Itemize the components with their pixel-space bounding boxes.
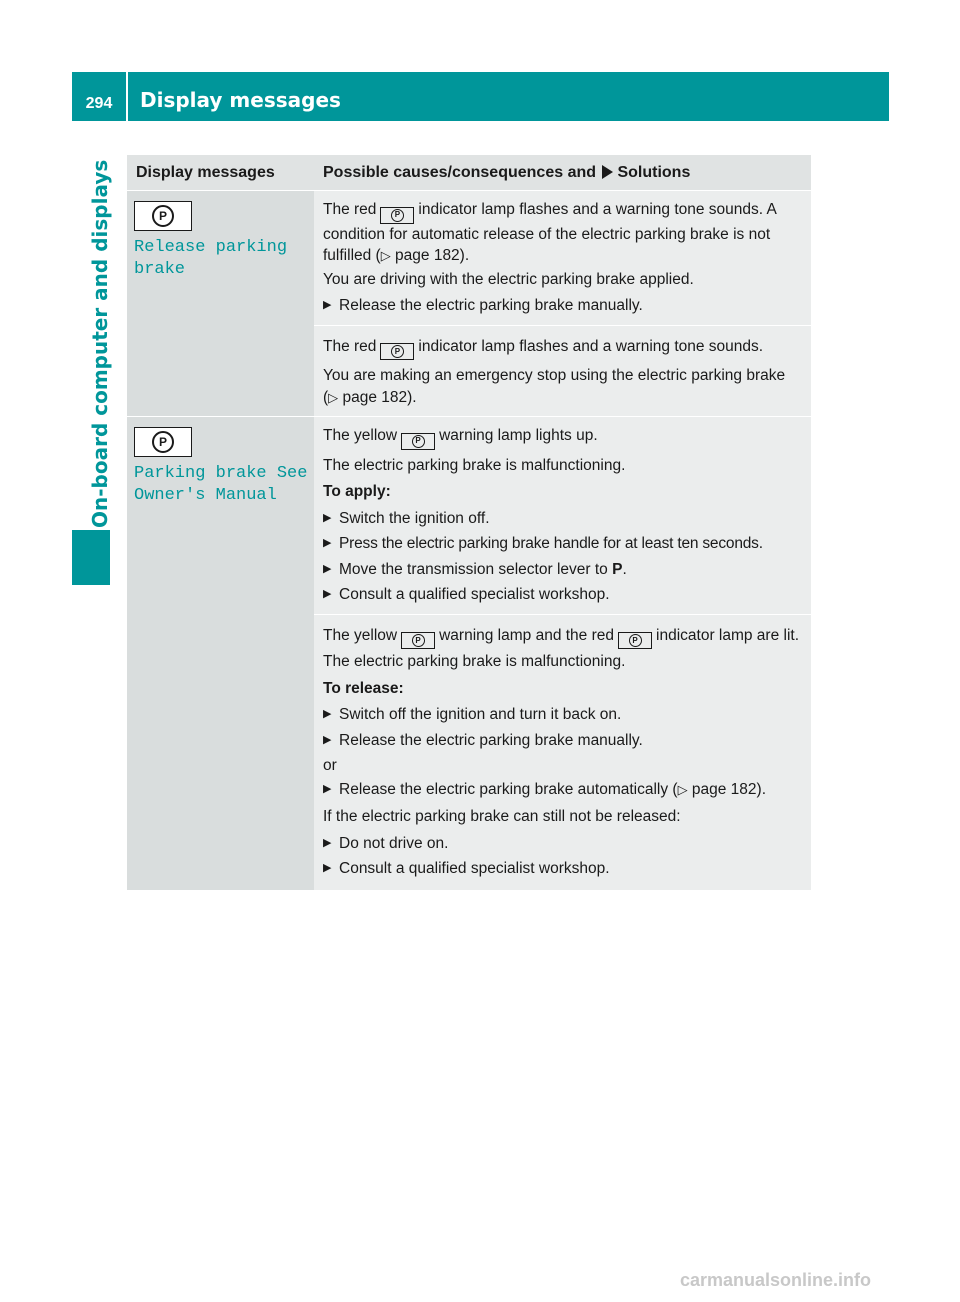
- case-block: The red P indicator lamp flashes and a warning tone sounds. A condition for automatic release of the electric parking brake is not fulfilled (▷ page 182). You are driving with the electric parking brake applied. ▶ Release the electric parking brake manually.: [314, 191, 811, 325]
- bullet-arrow-icon: ▶: [323, 733, 332, 746]
- page-ref-arrow-icon: ▷: [328, 389, 339, 405]
- messages-table: [127, 155, 811, 891]
- parking-brake-icon: P: [380, 343, 414, 360]
- parking-brake-icon: P: [134, 201, 192, 231]
- page-ref-arrow-icon: ▷: [380, 248, 391, 263]
- instruction-item: ▶ Consult a qualified specialist workshop.: [323, 858, 803, 880]
- section-heading: To release:: [323, 679, 404, 697]
- side-tab-label: On-board computer and displays: [88, 159, 112, 528]
- causes-cell: [314, 191, 811, 416]
- bullet-arrow-icon: ▶: [323, 836, 332, 849]
- case-block: The red P indicator lamp flashes and a warning tone sounds. You are making an emergency stop using the electric parking brake (▷ page 182).: [314, 325, 811, 417]
- causes-cell: [314, 417, 811, 890]
- instruction-item: ▶ Move the transmission selector lever to P.: [323, 559, 803, 581]
- instruction-item: ▶ Press the electric parking brake handle for at least ten seconds.: [323, 533, 803, 555]
- display-message: Parking brake See Owner's Manual: [134, 464, 308, 505]
- page-ref-arrow-icon: ▷: [677, 781, 688, 797]
- instruction-item: ▶ Release the electric parking brake manually.: [323, 730, 803, 752]
- message-cell: [127, 417, 314, 890]
- page-title: Display messages: [140, 88, 341, 112]
- case-block: The yellow P warning lamp and the red P indicator lamp are lit. The electric parking brake is malfunctioning. To release: ▶ Switch off the ignition and turn it back on. ▶ Release the electric parking brake manually. or ▶ Release the electric parking brake automatically (▷ page 182). If the electric parking brake can still not be released: ▶ Do not drive on. ▶ Consult a qualified specialist workshop.: [314, 614, 811, 890]
- bullet-arrow-icon: ▶: [323, 708, 332, 720]
- col-header-display-messages: Display messages: [136, 164, 275, 181]
- col-header-causes: [314, 155, 690, 190]
- case-block: The yellow P warning lamp lights up. The electric parking brake is malfunctioning. To apply: ▶ Switch the ignition off. ▶ Press the electric parking brake handle for at least ten seconds. ▶ Move the transmission selector lever to P. ▶ Consult a qualified specialist workshop.: [314, 417, 811, 614]
- bullet-arrow-icon: ▶: [323, 537, 332, 549]
- parking-brake-icon: P: [401, 632, 435, 649]
- bullet-arrow-icon: ▶: [323, 511, 332, 524]
- bullet-arrow-icon: ▶: [323, 562, 332, 575]
- bullet-arrow-icon: ▶: [323, 782, 332, 795]
- parking-brake-icon: P: [618, 632, 652, 649]
- table-row: [127, 191, 811, 417]
- parking-brake-icon: P: [380, 207, 414, 224]
- message-cell: [127, 191, 314, 416]
- instruction-item: ▶ Do not drive on.: [323, 833, 803, 855]
- instruction-item: ▶ Consult a qualified specialist workshop.: [323, 584, 803, 606]
- col-header-causes-text: Possible causes/consequences and: [323, 164, 597, 181]
- col-header-solutions-text: Solutions: [617, 164, 691, 181]
- instruction-item: ▶ Switch the ignition off.: [323, 508, 803, 530]
- watermark: carmanualsonline.info: [680, 1270, 872, 1290]
- instruction-item: ▶ Release the electric parking brake automatically (▷ page 182).: [323, 779, 803, 801]
- play-arrow-icon: [602, 165, 613, 179]
- section-heading: To apply:: [323, 483, 391, 500]
- bullet-arrow-icon: ▶: [323, 588, 332, 600]
- side-tab-marker: [72, 530, 110, 585]
- bullet-arrow-icon: ▶: [323, 862, 332, 874]
- display-message: Release parking brake: [134, 238, 288, 279]
- page-number: 294: [85, 95, 113, 112]
- parking-brake-icon: P: [134, 427, 192, 457]
- instruction-item: ▶ Switch off the ignition and turn it back on.: [323, 704, 803, 726]
- table-header: [127, 155, 811, 191]
- instruction-item: ▶ Release the electric parking brake manually.: [323, 295, 803, 317]
- parking-brake-icon: P: [401, 433, 435, 450]
- header-divider: [126, 72, 128, 121]
- table-row: [127, 417, 811, 891]
- bullet-arrow-icon: ▶: [323, 299, 332, 311]
